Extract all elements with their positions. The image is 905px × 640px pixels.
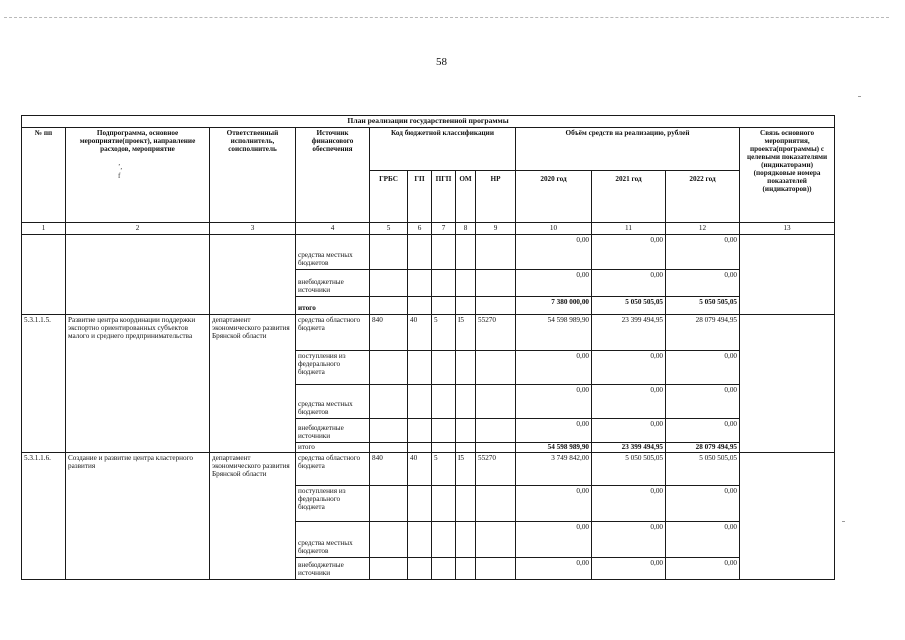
cell-pgp: 5 — [432, 314, 456, 350]
col-num: 10 — [516, 222, 592, 234]
cell-source: средства местных бюджетов — [296, 234, 370, 269]
table-row — [22, 452, 835, 485]
cell-source: средства областного бюджета — [296, 314, 370, 350]
mark-2: f — [118, 172, 121, 181]
mark-1: ʼ, — [118, 162, 123, 171]
column-numbers-row — [22, 222, 835, 234]
cell-2021: 0,00 — [592, 485, 666, 521]
header-nr: НР — [476, 170, 516, 222]
col-num: 11 — [592, 222, 666, 234]
cell-link — [740, 314, 835, 452]
table-title-row — [22, 116, 835, 128]
cell-source: итого — [296, 296, 370, 314]
scan-edge-line — [4, 17, 889, 18]
header-pgp: ПГП — [432, 170, 456, 222]
header-2021: 2021 год — [592, 170, 666, 222]
table-row — [22, 314, 835, 350]
cell-source: средства местных бюджетов — [296, 521, 370, 557]
header-responsible: Ответственный исполнитель, соисполнитель — [210, 127, 296, 222]
cell-2021: 0,00 — [592, 269, 666, 296]
cell-source: итого — [296, 442, 370, 452]
cell-2021: 23 399 494,95 — [592, 314, 666, 350]
cell-2021: 23 399 494,95 — [592, 442, 666, 452]
cell-2021: 0,00 — [592, 384, 666, 418]
cell-responsible: департамент экономического развития Брянской области — [210, 314, 296, 452]
cell-2020: 3 749 842,00 — [516, 452, 592, 485]
header-budget-code: Код бюджетной классификации — [370, 127, 516, 170]
cell-2021: 0,00 — [592, 418, 666, 442]
header-subprogram — [66, 127, 210, 222]
cell-responsible — [210, 234, 296, 314]
cell-2022: 0,00 — [666, 521, 740, 557]
cell-om: I5 — [456, 452, 476, 485]
col-num: 12 — [666, 222, 740, 234]
cell-om: I5 — [456, 314, 476, 350]
col-num: 8 — [456, 222, 476, 234]
cell-gp: 40 — [408, 452, 432, 485]
handwritten-marks — [68, 163, 207, 182]
cell-source: средства местных бюджетов — [296, 384, 370, 418]
cell-2022: 0,00 — [666, 269, 740, 296]
cell-2020: 54 598 989,90 — [516, 442, 592, 452]
col-num: 4 — [296, 222, 370, 234]
cell-2020: 0,00 — [516, 234, 592, 269]
cell-2022: 28 079 494,95 — [666, 314, 740, 350]
cell-2021: 5 050 505,05 — [592, 296, 666, 314]
cell-2021: 5 050 505,05 — [592, 452, 666, 485]
cell-2021: 0,00 — [592, 350, 666, 384]
cell-2022: 0,00 — [666, 418, 740, 442]
cell-source: внебюджетные источники — [296, 557, 370, 579]
cell-source: поступления из федерального бюджета — [296, 485, 370, 521]
header-row — [22, 127, 835, 170]
cell-pgp: 5 — [432, 452, 456, 485]
cell-2020: 54 598 989,90 — [516, 314, 592, 350]
cell-2022: 0,00 — [666, 384, 740, 418]
cell-source: внебюджетные источники — [296, 418, 370, 442]
cell-nr: 55270 — [476, 452, 516, 485]
cell-source: средства областного бюджета — [296, 452, 370, 485]
header-2020: 2020 год — [516, 170, 592, 222]
header-source: Источник финансового обеспечения — [296, 127, 370, 222]
page-number: 58 — [436, 56, 447, 68]
cell-2022: 0,00 — [666, 485, 740, 521]
cell-2021: 0,00 — [592, 521, 666, 557]
col-num: 6 — [408, 222, 432, 234]
scan-speck — [842, 521, 845, 522]
cell-2020: 0,00 — [516, 557, 592, 579]
cell-2020: 0,00 — [516, 485, 592, 521]
cell-source: поступления из федерального бюджета — [296, 350, 370, 384]
header-volume: Объём средств на реализацию, рублей — [516, 127, 740, 170]
header-om: ОМ — [456, 170, 476, 222]
cell-2020: 0,00 — [516, 418, 592, 442]
header-subprogram-text: Подпрограмма, основное мероприятие(проект), направление расходов, мероприятие — [79, 128, 196, 153]
cell-2022: 5 050 505,05 — [666, 296, 740, 314]
cell-grbs: 840 — [370, 314, 408, 350]
col-num: 9 — [476, 222, 516, 234]
cell-2020: 0,00 — [516, 350, 592, 384]
cell-name — [66, 234, 210, 314]
col-num: 1 — [22, 222, 66, 234]
cell-2022: 28 079 494,95 — [666, 442, 740, 452]
col-num: 2 — [66, 222, 210, 234]
header-number: № пп — [22, 127, 66, 222]
cell-gp: 40 — [408, 314, 432, 350]
cell-number — [22, 234, 66, 314]
cell-2021: 0,00 — [592, 557, 666, 579]
cell-2020: 7 380 000,00 — [516, 296, 592, 314]
header-grbs: ГРБС — [370, 170, 408, 222]
col-num: 13 — [740, 222, 835, 234]
col-num: 3 — [210, 222, 296, 234]
header-2022: 2022 год — [666, 170, 740, 222]
cell-source: внебюджетные источники — [296, 269, 370, 296]
program-plan-table — [21, 115, 835, 580]
table-title: План реализации государственной программы — [22, 116, 835, 128]
cell-2020: 0,00 — [516, 384, 592, 418]
cell-2022: 0,00 — [666, 234, 740, 269]
cell-name: Развитие центра координации поддержки экспортно ориентированных субъектов малого и среднего предпринимательства — [66, 314, 210, 452]
cell-2022: 5 050 505,05 — [666, 452, 740, 485]
cell-2022: 0,00 — [666, 350, 740, 384]
cell-responsible: департамент экономического развития Брянской области — [210, 452, 296, 579]
cell-number: 5.3.1.1.5. — [22, 314, 66, 452]
col-num: 7 — [432, 222, 456, 234]
cell-2021: 0,00 — [592, 234, 666, 269]
cell-link — [740, 452, 835, 579]
cell-grbs: 840 — [370, 452, 408, 485]
cell-number: 5.3.1.1.6. — [22, 452, 66, 579]
cell-link — [740, 234, 835, 314]
cell-2020: 0,00 — [516, 269, 592, 296]
header-link: Связь основного мероприятия, проекта(программы) с целевыми показателями (индикаторами) (порядковые номера показателей (индикаторов)) — [740, 127, 835, 222]
col-num: 5 — [370, 222, 408, 234]
cell-2020: 0,00 — [516, 521, 592, 557]
scan-speck — [858, 96, 861, 97]
table-row — [22, 234, 835, 269]
cell-name: Создание и развитие центра кластерного развития — [66, 452, 210, 579]
header-gp: ГП — [408, 170, 432, 222]
cell-2022: 0,00 — [666, 557, 740, 579]
cell-nr: 55270 — [476, 314, 516, 350]
